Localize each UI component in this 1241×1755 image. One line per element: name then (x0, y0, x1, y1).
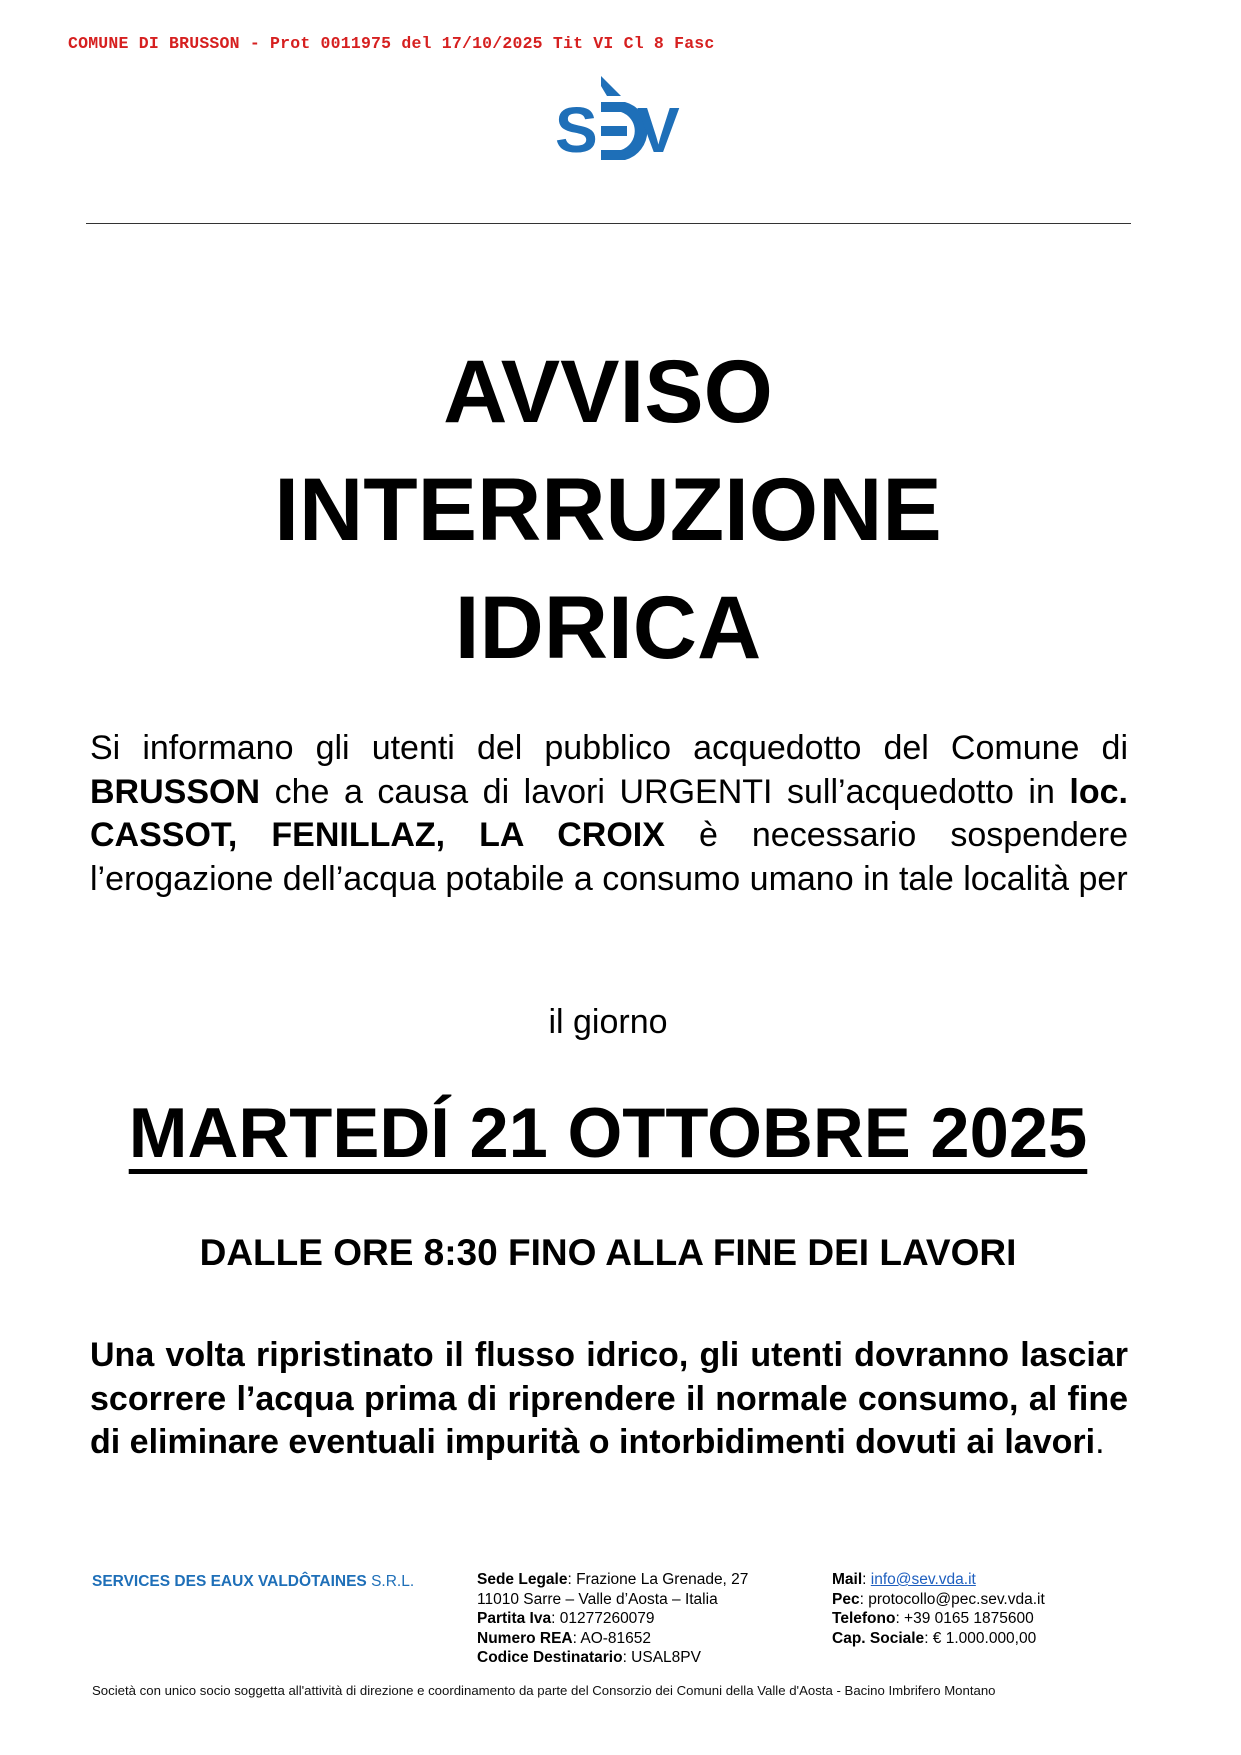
company-suffix: S.R.L. (371, 1573, 415, 1590)
title-line-1: AVVISO (443, 341, 773, 441)
note-end: . (1095, 1423, 1105, 1461)
footer-company (92, 1572, 414, 1592)
footer-contacts (832, 1570, 1045, 1648)
notice-title (0, 332, 1216, 686)
tel-value: : +39 0165 1875600 (895, 1610, 1034, 1627)
intro-text-2: che a causa di lavori URGENTI sull’acquedotto in (260, 772, 1070, 811)
svg-text:V: V (637, 94, 680, 164)
mail-label: Mail (832, 1571, 863, 1588)
footer-legal-info (477, 1570, 748, 1668)
pec-label: Pec (832, 1590, 860, 1608)
title-line-3: IDRICA (454, 577, 762, 677)
cod-value: : USAL8PV (622, 1649, 701, 1666)
interruption-date (0, 1093, 1216, 1173)
rea-label: Numero REA (477, 1629, 573, 1647)
intro-text-1: Si informano gli utenti del pubblico acquedotto del Comune di (90, 729, 1128, 767)
interruption-hours: DALLE ORE 8:30 FINO ALLA FINE DEI LAVORI (199, 1232, 1017, 1273)
restoration-note (90, 1334, 1128, 1465)
sev-logo-icon (555, 74, 695, 164)
intro-paragraph (90, 727, 1128, 901)
intro-text-3: è necessario sospendere l’erogazione dell’acqua potabile a consumo umano in tale località per (90, 816, 1129, 898)
address-line-2: 11010 Sarre – Valle d’Aosta – Italia (477, 1590, 718, 1608)
municipality-name: BRUSSON (90, 772, 261, 811)
piva-label: Partita Iva (477, 1610, 552, 1627)
protocol-stamp: COMUNE DI BRUSSON - Prot 0011975 del 17/10/2025 Tit VI Cl 8 Fasc (68, 34, 715, 53)
day-label: il giorno (548, 1003, 668, 1041)
cap-label: Cap. Sociale (832, 1629, 925, 1647)
rea-value: : AO-81652 (572, 1629, 652, 1647)
cap-value: : € 1.000.000,00 (924, 1629, 1037, 1647)
header-divider (86, 223, 1131, 224)
company-name: SERVICES DES EAUX VALDÔTAINES (92, 1573, 367, 1590)
footer-bottom-note: Società con unico socio soggetta all'attività di direzione e coordinamento da parte del Consorzio dei Comuni della Valle d'Aosta - Bacino Imbrifero Montano (92, 1683, 996, 1698)
mail-link[interactable]: info@sev.vda.it (870, 1571, 976, 1588)
piva-value: : 01277260079 (551, 1610, 655, 1627)
tel-label: Telefono (832, 1610, 896, 1627)
mail-sep: : (862, 1571, 871, 1588)
svg-text:S: S (555, 94, 598, 164)
cod-label: Codice Destinatario (477, 1649, 623, 1666)
note-text: Una volta ripristinato il flusso idrico, gli utenti dovranno lasciar scorrere l’acqua prima di riprendere il normale consumo, al fine di eliminare eventuali impurità o intorbidimenti dovuti ai lavori (90, 1336, 1128, 1461)
pec-value: : protocollo@pec.sev.vda.it (859, 1590, 1045, 1608)
localities: loc. CASSOT, FENILLAZ, LA CROIX (90, 772, 1128, 854)
title-line-2: INTERRUZIONE (274, 459, 942, 559)
sev-logo (555, 74, 695, 164)
sede-value: : Frazione La Grenade, 27 (567, 1571, 749, 1588)
date-text: MARTEDÍ 21 OTTOBRE 2025 (128, 1093, 1088, 1172)
sede-label: Sede Legale (477, 1571, 568, 1588)
